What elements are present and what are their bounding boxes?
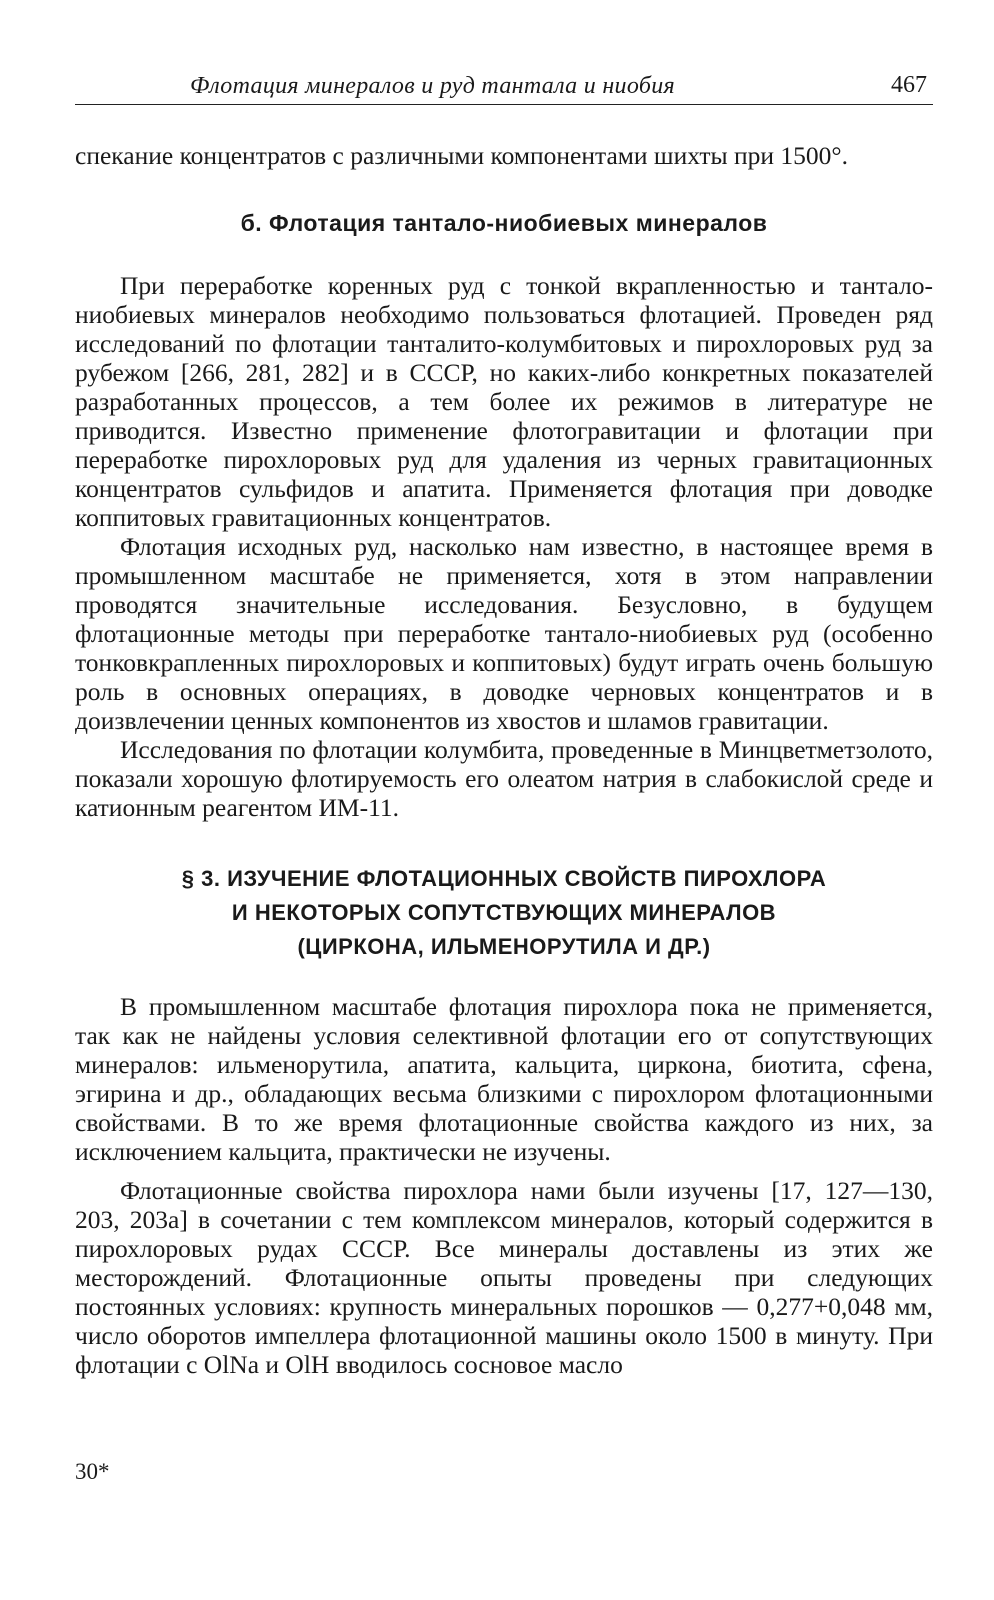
running-header [75, 64, 933, 105]
paragraph: Флотация исходных руд, насколько нам известно, в настоящее время в промышленном масштабе не применяется, хотя в этом направлении проводятся значительные исследования. Безусловно, в будущем флотационные методы при переработке тантало-ниобиевых руд (особенно тонковкрапленных пирохлоровых и коппитовых) будут играть очень большую роль в основных операциях, в доводке черновых концентратов и в доизвлечении ценных компонентов из хвостов и шламов гравитации. [75, 532, 933, 735]
subsection-heading: б. Флотация тантало-ниобиевых минералов [240, 210, 768, 236]
section-heading-line: § 3. ИЗУЧЕНИЕ ФЛОТАЦИОННЫХ СВОЙСТВ ПИРОХЛОРА [181, 866, 827, 891]
section-heading-line: (ЦИРКОНА, ИЛЬМЕНОРУТИЛА И ДР.) [297, 934, 711, 959]
page [75, 64, 933, 1379]
paragraph: Флотационные свойства пирохлора нами были изучены [17, 127—130, 203, 203а] в сочетании с тем комплексом минералов, который содержится в пирохлоровых рудах СССР. Все минералы доставлены из этих же месторождений. Флотационные опыты проведены при следующих постоянных условиях: крупность минеральных порошков — 0,277+0,048 мм, число оборотов импеллера флотационной машины около 1500 в минуту. При флотации с OlNa и OlH вводилось сосновое масло [75, 1176, 933, 1379]
paragraph: В промышленном масштабе флотация пирохлора пока не применяется, так как не найдены условия селективной флотации его от сопутствующих минералов: ильменорутила, апатита, кальцита, циркона, биотита, сфена, эгирина и др., обладающих весьма близкими с пирохлором флотационными свойствами. В то же время флотационные свойства каждого из них, за исключением кальцита, практически не изучены. [75, 992, 933, 1166]
page-number: 467 [891, 72, 927, 98]
body-text [75, 141, 933, 1379]
running-title: Флотация минералов и руд тантала и ниобия [190, 73, 675, 99]
section-heading [75, 862, 933, 964]
paragraph: При переработке коренных руд с тонкой вкрапленностью и тантало-ниобиевых минералов необходимо пользоваться флотацией. Проведен ряд исследований по флотации танталито-колумбитовых и пирохлоровых руд за рубежом [266, 281, 282] и в СССР, но каких-либо конкретных показателей разработанных процессов, а тем более их режимов в литературе не приводится. Известно применение флотогравитации и флотации при переработке пирохлоровых руд для удаления из черных гравитационных концентратов сульфидов и апатита. Применяется флотация при доводке коппитовых гравитационных концентратов. [75, 271, 933, 532]
section-heading-line: И НЕКОТОРЫХ СОПУТСТВУЮЩИХ МИНЕРАЛОВ [231, 900, 777, 925]
paragraph: спекание концентратов с различными компонентами шихты при 1500°. [75, 141, 848, 170]
signature-mark: 30* [75, 1459, 110, 1484]
paragraph: Исследования по флотации колумбита, проведенные в Минцветметзолото, показали хорошую флотируемость его олеатом натрия в слабокислой среде и катионным реагентом ИМ-11. [75, 735, 933, 822]
